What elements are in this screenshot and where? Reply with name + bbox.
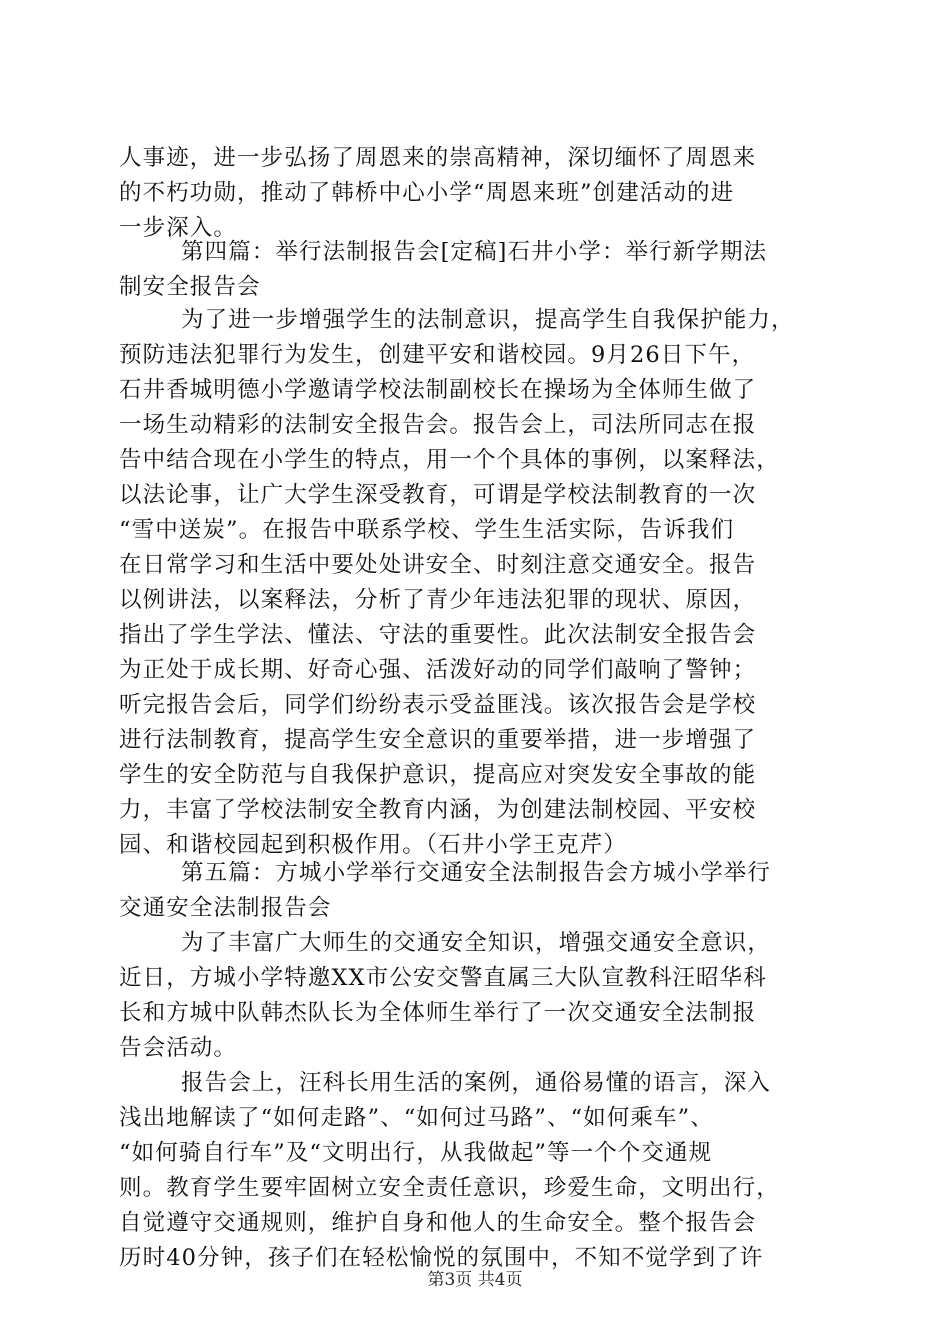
text-line: 近日，方城小学特邀XX市公安交警直属三大队宣教科汪昭华科 bbox=[119, 965, 767, 991]
text-line: 历时40分钟，孩子们在轻松愉悦的氛围中，不知不觉学到了许 bbox=[119, 1245, 764, 1271]
text-line: 为了丰富广大师生的交通安全知识，增强交通安全意识， bbox=[181, 930, 772, 956]
text-line: 预防违法犯罪行为发生，创建平安和谐校园。9月26日下午， bbox=[119, 342, 756, 368]
text-line: 以法论事，让广大学生深受教育，可谓是学校法制教育的一次 bbox=[119, 482, 757, 508]
section-heading-4-cont: 制安全报告会 bbox=[119, 274, 261, 300]
text-line: 一步深入。 bbox=[119, 215, 238, 241]
text-line: 听完报告会后，同学们纷纷表示受益匪浅。该次报告会是学校 bbox=[119, 692, 757, 718]
text-line: “雪中送炭”。在报告中联系学校、学生生活实际，告诉我们 bbox=[119, 517, 735, 543]
text-line: “如何骑自行车”及“文明出行，从我做起”等一个个交通规 bbox=[119, 1140, 713, 1166]
text-line: 学生的安全防范与自我保护意识，提高应对突发安全事故的能 bbox=[119, 762, 757, 788]
section-heading-5-cont: 交通安全法制报告会 bbox=[119, 895, 332, 921]
page-number-footer: 第3页 共4页 bbox=[427, 1270, 523, 1290]
text-line: 人事迹，进一步弘扬了周恩来的崇高精神，深切缅怀了周恩来 bbox=[119, 145, 757, 171]
text-line: 一场生动精彩的法制安全报告会。报告会上，司法所同志在报 bbox=[119, 412, 757, 438]
text-line: 为了进一步增强学生的法制意识，提高学生自我保护能力， bbox=[181, 307, 795, 333]
text-line: 则。教育学生要牢固树立安全责任意识，珍爱生命，文明出行， bbox=[119, 1175, 780, 1201]
text-line: 进行法制教育，提高学生安全意识的重要举措，进一步增强了 bbox=[119, 727, 757, 753]
text-line: 长和方城中队韩杰队长为全体师生举行了一次交通安全法制报 bbox=[119, 1000, 757, 1026]
text-line: 告中结合现在小学生的特点，用一个个具体的事例，以案释法， bbox=[119, 447, 780, 473]
text-line: 浅出地解读了“如何走路”、“如何过马路”、“如何乘车”、 bbox=[119, 1105, 714, 1131]
text-line: 石井香城明德小学邀请学校法制副校长在操场为全体师生做了 bbox=[119, 377, 757, 403]
text-line: 报告会上，汪科长用生活的案例，通俗易懂的语言，深入 bbox=[181, 1070, 772, 1096]
text-line: 为正处于成长期、好奇心强、活泼好动的同学们敲响了警钟； bbox=[119, 657, 757, 683]
text-line: 告会活动。 bbox=[119, 1035, 238, 1061]
text-line: 园、和谐校园起到积极作用。（石井小学王克芹） bbox=[119, 832, 627, 858]
text-line: 以例讲法，以案释法，分析了青少年违法犯罪的现状、原因， bbox=[119, 587, 757, 613]
text-line: 指出了学生学法、懂法、守法的重要性。此次法制安全报告会 bbox=[119, 622, 757, 648]
section-heading-5: 第五篇：方城小学举行交通安全法制报告会方城小学举行 bbox=[181, 860, 772, 886]
section-heading-4: 第四篇：举行法制报告会[定稿]石井小学：举行新学期法 bbox=[181, 239, 768, 265]
text-line: 在日常学习和生活中要处处讲安全、时刻注意交通安全。报告 bbox=[119, 552, 757, 578]
text-line: 力，丰富了学校法制安全教育内涵，为创建法制校园、平安校 bbox=[119, 797, 757, 823]
text-line: 的不朽功勋，推动了韩桥中心小学“周恩来班”创建活动的进 bbox=[119, 180, 735, 206]
text-line: 自觉遵守交通规则，维护自身和他人的生命安全。整个报告会 bbox=[119, 1210, 757, 1236]
